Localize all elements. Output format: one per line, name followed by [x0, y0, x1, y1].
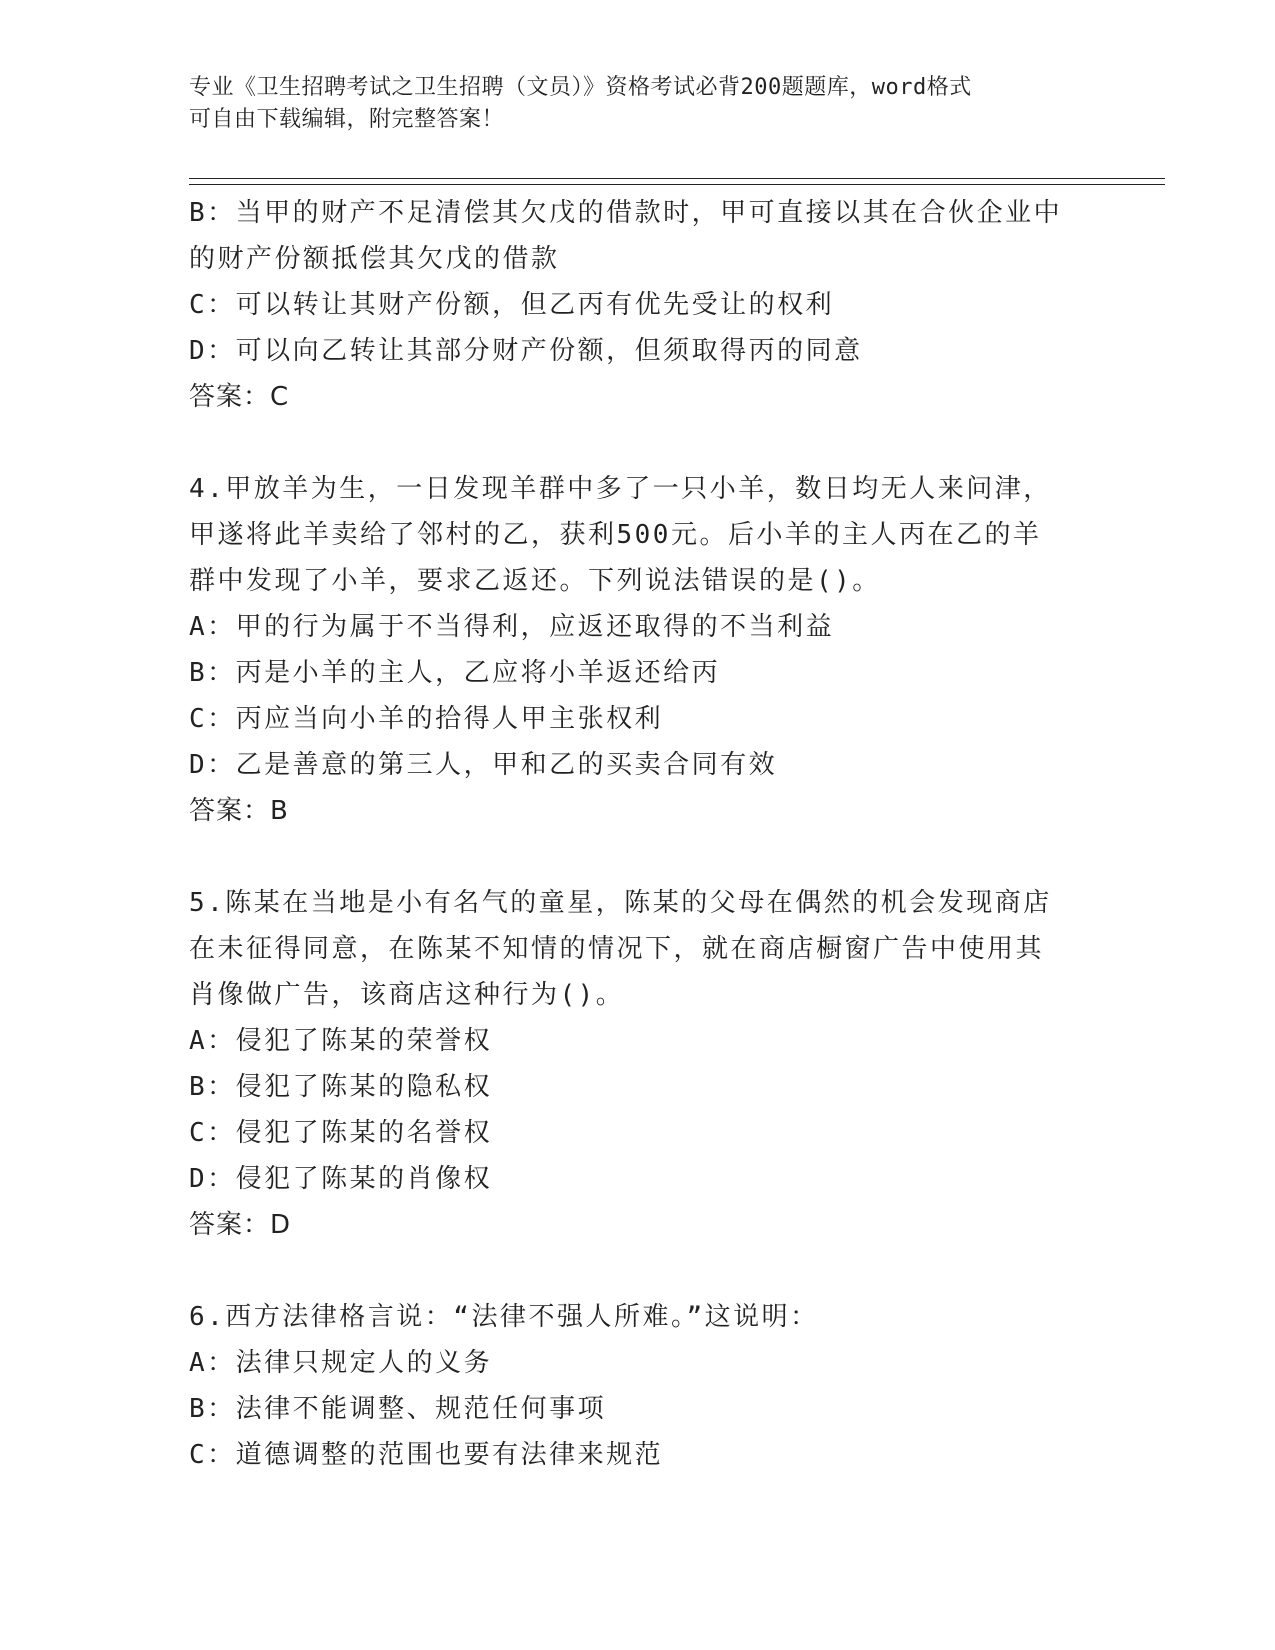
- option-c: C：可以转让其财产份额，但乙丙有优先受让的权利: [189, 290, 835, 320]
- option-b-line-1: B：当甲的财产不足清偿其欠戊的借款时，甲可直接以其在合伙企业中: [189, 198, 1063, 228]
- question-stem-line-2: 在未征得同意，在陈某不知情的情况下，就在商店橱窗广告中使用其: [189, 934, 1045, 964]
- question-stem-line-3: 肖像做广告，该商店这种行为()。: [189, 980, 625, 1010]
- option-b: B：法律不能调整、规范任何事项: [189, 1394, 607, 1424]
- question-6: [189, 1294, 1089, 1478]
- header-title-line-2: 可自由下载编辑，附完整答案！: [189, 107, 505, 132]
- option-c: C：侵犯了陈某的名誉权: [189, 1118, 493, 1148]
- option-a: A：侵犯了陈某的荣誉权: [189, 1026, 493, 1056]
- header-divider-bottom: [189, 184, 1165, 185]
- option-c: C：道德调整的范围也要有法律来规范: [189, 1440, 664, 1470]
- option-d: D：乙是善意的第三人，甲和乙的买卖合同有效: [189, 750, 778, 780]
- option-d: D：侵犯了陈某的肖像权: [189, 1164, 493, 1194]
- question-content: [189, 190, 1089, 1478]
- option-d: D：可以向乙转让其部分财产份额，但须取得丙的同意: [189, 336, 863, 366]
- question-3-tail: [189, 190, 1089, 420]
- option-a: A：法律只规定人的义务: [189, 1348, 493, 1378]
- header-divider-top: [189, 178, 1165, 179]
- question-stem-line-2: 甲遂将此羊卖给了邻村的乙，获利500元。后小羊的主人丙在乙的羊: [189, 520, 1042, 550]
- answer: 答案：D: [189, 1210, 292, 1240]
- option-b: B：丙是小羊的主人，乙应将小羊返还给丙: [189, 658, 721, 688]
- question-stem-line-1: 4.甲放羊为生，一日发现羊群中多了一只小羊，数日均无人来问津，: [189, 474, 1052, 504]
- answer: 答案：C: [189, 382, 290, 412]
- option-b: B：侵犯了陈某的隐私权: [189, 1072, 493, 1102]
- question-stem-line-1: 6.西方法律格言说：“法律不强人所难。”这说明：: [189, 1302, 819, 1332]
- option-c: C：丙应当向小羊的拾得人甲主张权利: [189, 704, 664, 734]
- question-5: [189, 880, 1089, 1248]
- question-4: [189, 466, 1089, 834]
- question-stem-line-1: 5.陈某在当地是小有名气的童星，陈某的父母在偶然的机会发现商店: [189, 888, 1052, 918]
- document-header: [189, 72, 1069, 136]
- header-title-line-1: 专业《卫生招聘考试之卫生招聘（文员）》资格考试必背200题题库，word格式: [189, 75, 972, 100]
- answer: 答案：B: [189, 796, 289, 826]
- option-a: A：甲的行为属于不当得利，应返还取得的不当利益: [189, 612, 835, 642]
- option-b-line-2: 的财产份额抵偿其欠戊的借款: [189, 244, 560, 274]
- question-stem-line-3: 群中发现了小羊，要求乙返还。下列说法错误的是()。: [189, 566, 881, 596]
